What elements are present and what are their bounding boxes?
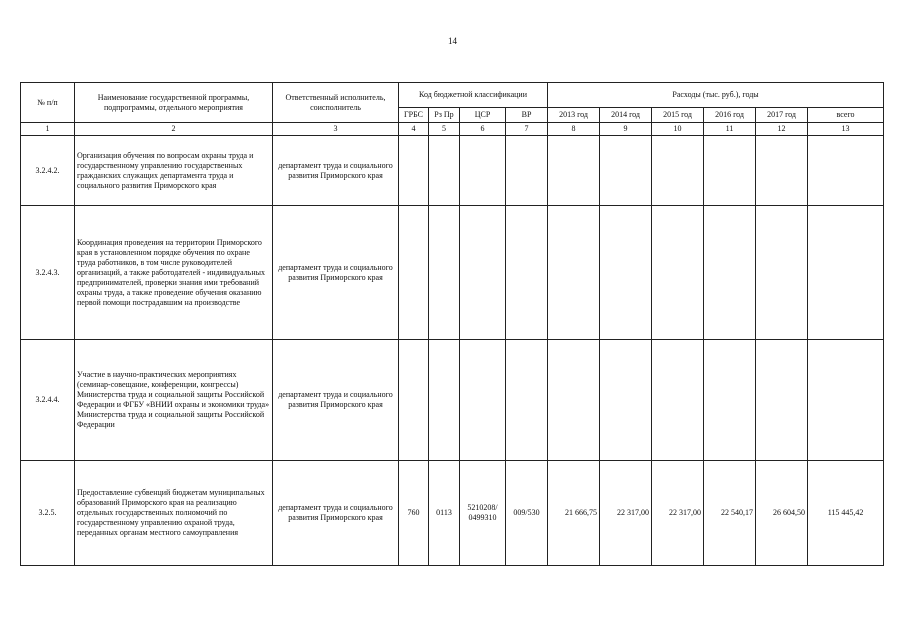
row-2016 [704, 136, 756, 206]
col-number: 4 [399, 123, 429, 136]
row-total: 115 445,42 [808, 461, 884, 566]
row-grbs [399, 206, 429, 340]
row-name: Координация проведения на территории Приморского края в установленном порядке обучения по охране труда работников, в том числе руководителей организаций, а также работодателей - индивидуальных предпринимателей, проверки знания ими требований охраны труда, а также проведение обучения оказанию первой помощи пострадавшим на производстве [75, 206, 273, 340]
row-2016: 22 540,17 [704, 461, 756, 566]
row-name: Участие в научно-практических мероприятиях (семинар-совещание, конференции, конгрессы) Министерства труда и социальной защиты Российской Федерации и ФГБУ «ВНИИ охраны и экономики труда» Министерства труда и социальной защиты Российской Федерации [75, 340, 273, 461]
header-expenses-group: Расходы (тыс. руб.), годы [548, 83, 884, 108]
header-2015: 2015 год [652, 108, 704, 123]
row-2017: 26 604,50 [756, 461, 808, 566]
row-rzpr [429, 340, 460, 461]
header-row-top [21, 83, 884, 108]
row-vr [506, 206, 548, 340]
row-2015 [652, 206, 704, 340]
row-2014 [600, 340, 652, 461]
row-number: 3.2.4.3. [21, 206, 75, 340]
row-name: Организация обучения по вопросам охраны труда и государственному управлению государственных гражданских служащих департамента труда и социального развития Приморского края [75, 136, 273, 206]
row-2013 [548, 206, 600, 340]
col-number: 1 [21, 123, 75, 136]
header-2014: 2014 год [600, 108, 652, 123]
col-number: 7 [506, 123, 548, 136]
row-total [808, 206, 884, 340]
row-grbs [399, 136, 429, 206]
row-responsible: департамент труда и социального развития Приморского края [273, 206, 399, 340]
column-number-row [21, 123, 884, 136]
table-row [21, 136, 884, 206]
row-2016 [704, 206, 756, 340]
row-total [808, 340, 884, 461]
header-grbs: ГРБС [399, 108, 429, 123]
header-no: № п/п [21, 83, 75, 123]
header-rzpr: Рз Пр [429, 108, 460, 123]
row-2014 [600, 206, 652, 340]
row-csr [460, 340, 506, 461]
col-number: 11 [704, 123, 756, 136]
col-number: 2 [75, 123, 273, 136]
row-2015: 22 317,00 [652, 461, 704, 566]
col-number: 9 [600, 123, 652, 136]
row-2013 [548, 340, 600, 461]
row-rzpr [429, 136, 460, 206]
header-2016: 2016 год [704, 108, 756, 123]
col-number: 12 [756, 123, 808, 136]
row-vr: 009/530 [506, 461, 548, 566]
col-number: 5 [429, 123, 460, 136]
row-2014 [600, 136, 652, 206]
row-vr [506, 340, 548, 461]
row-2013 [548, 136, 600, 206]
col-number: 10 [652, 123, 704, 136]
row-csr [460, 206, 506, 340]
row-2014: 22 317,00 [600, 461, 652, 566]
row-name: Предоставление субвенций бюджетам муниципальных образований Приморского края на реализацию отдельных государственных полномочий по государственному управлению охраной труда, переданных органам местного самоуправления [75, 461, 273, 566]
header-code-group: Код бюджетной классификации [399, 83, 548, 108]
row-2016 [704, 340, 756, 461]
row-grbs: 760 [399, 461, 429, 566]
row-number: 3.2.4.2. [21, 136, 75, 206]
page-number: 14 [448, 36, 457, 46]
col-number: 8 [548, 123, 600, 136]
row-2015 [652, 340, 704, 461]
row-number: 3.2.4.4. [21, 340, 75, 461]
header-responsible: Ответственный исполнитель, соисполнитель [273, 83, 399, 123]
row-total [808, 136, 884, 206]
row-2017 [756, 206, 808, 340]
row-responsible: департамент труда и социального развития Приморского края [273, 136, 399, 206]
budget-table [20, 82, 884, 566]
table-row [21, 340, 884, 461]
row-responsible: департамент труда и социального развития Приморского края [273, 340, 399, 461]
row-2017 [756, 136, 808, 206]
header-csr: ЦСР [460, 108, 506, 123]
row-responsible: департамент труда и социального развития Приморского края [273, 461, 399, 566]
row-rzpr [429, 206, 460, 340]
header-2017: 2017 год [756, 108, 808, 123]
row-vr [506, 136, 548, 206]
row-grbs [399, 340, 429, 461]
row-2017 [756, 340, 808, 461]
row-number: 3.2.5. [21, 461, 75, 566]
header-vr: ВР [506, 108, 548, 123]
table-row [21, 206, 884, 340]
row-csr [460, 136, 506, 206]
header-name: Наименование государственной программы, подпрограммы, отдельного мероприятия [75, 83, 273, 123]
table-row [21, 461, 884, 566]
row-rzpr: 0113 [429, 461, 460, 566]
header-2013: 2013 год [548, 108, 600, 123]
col-number: 6 [460, 123, 506, 136]
header-total: всего [808, 108, 884, 123]
col-number: 13 [808, 123, 884, 136]
row-2013: 21 666,75 [548, 461, 600, 566]
row-csr: 5210208/ 0499310 [460, 461, 506, 566]
row-2015 [652, 136, 704, 206]
col-number: 3 [273, 123, 399, 136]
